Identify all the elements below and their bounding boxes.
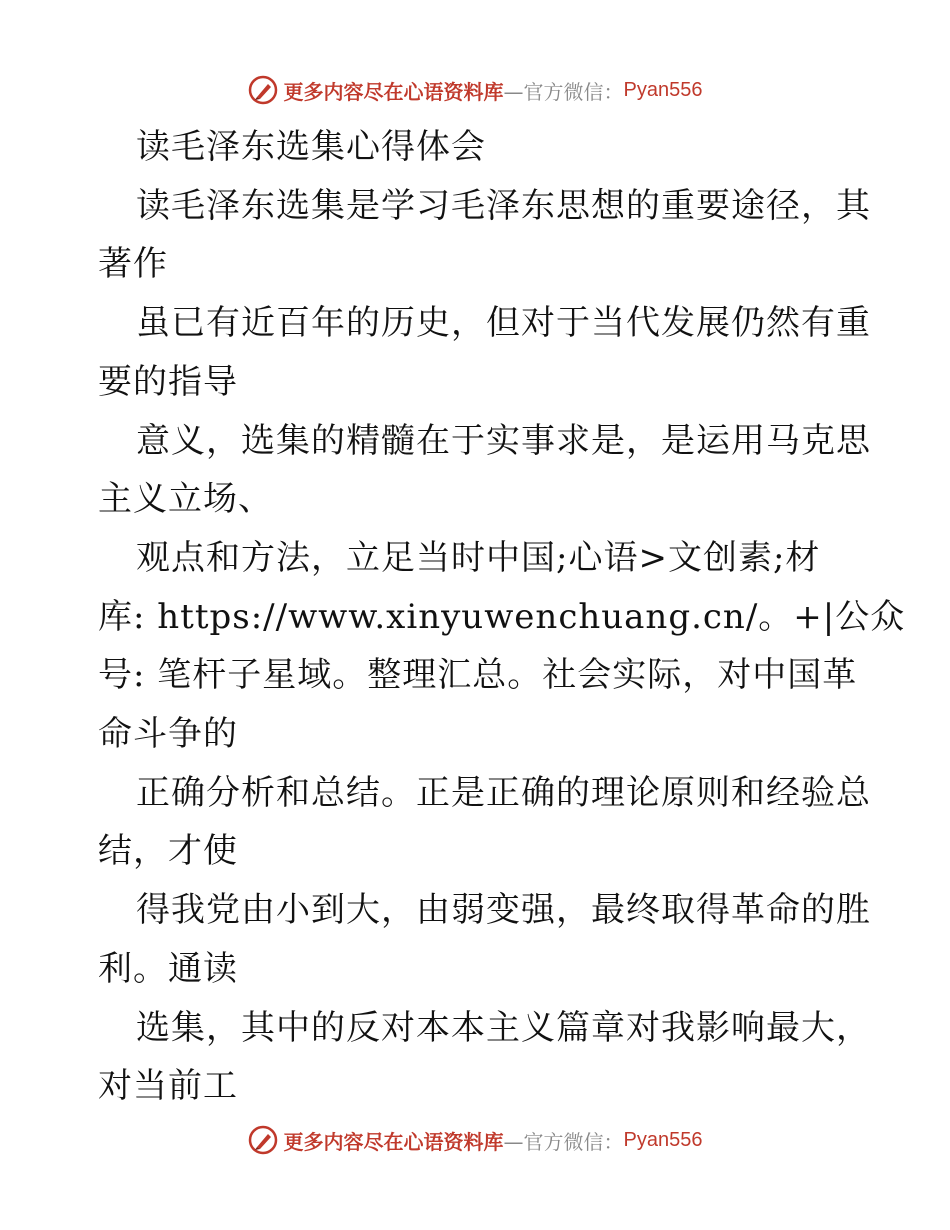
text-line: 选集，其中的反对本本主义篇章对我影响最大， (136, 1007, 871, 1048)
text-line: 库: https://www.xinyuwenchuang.cn/。+|公众 (98, 596, 906, 637)
pen-logo-icon (248, 1125, 278, 1155)
banner-wechat-id: Pyan556 (623, 1128, 703, 1151)
text-line: 著作 (98, 244, 168, 285)
banner-text-red: 更多内容尽在心语资料库 (283, 79, 504, 104)
banner-text-gray: —官方微信： (503, 79, 624, 104)
text-line: 读毛泽东选集心得体会 (136, 127, 486, 167)
pen-logo-icon (248, 75, 278, 105)
banner-text-gray: —官方微信： (503, 1129, 624, 1154)
text-line: 对当前工 (98, 1066, 238, 1107)
banner-wechat-id: Pyan556 (623, 78, 703, 101)
text-line: 意义，选集的精髓在于实事求是，是运用马克思 (136, 420, 871, 461)
text-line: 结，才使 (98, 831, 238, 872)
text-line: 正确分析和总结。正是正确的理论原则和经验总 (136, 772, 871, 813)
text-line: 利。通读 (98, 948, 238, 989)
text-line: 命斗争的 (98, 714, 238, 755)
text-line: 读毛泽东选集是学习毛泽东思想的重要途径，其 (136, 185, 871, 226)
text-line: 要的指导 (98, 361, 238, 402)
text-line: 主义立场、 (98, 479, 273, 520)
text-line: 观点和方法，立足当时中国;心语>文创素;材 (136, 537, 821, 578)
text-line: 得我党由小到大，由弱变强，最终取得革命的胜 (136, 890, 871, 931)
header-banner (0, 70, 950, 110)
banner-text-red: 更多内容尽在心语资料库 (283, 1129, 504, 1154)
document-body (98, 118, 906, 1116)
text-line: 号: 笔杆子星域。整理汇总。社会实际，对中国革 (98, 655, 858, 696)
text-line: 虽已有近百年的历史，但对于当代发展仍然有重 (136, 303, 871, 344)
footer-banner (0, 1120, 950, 1160)
